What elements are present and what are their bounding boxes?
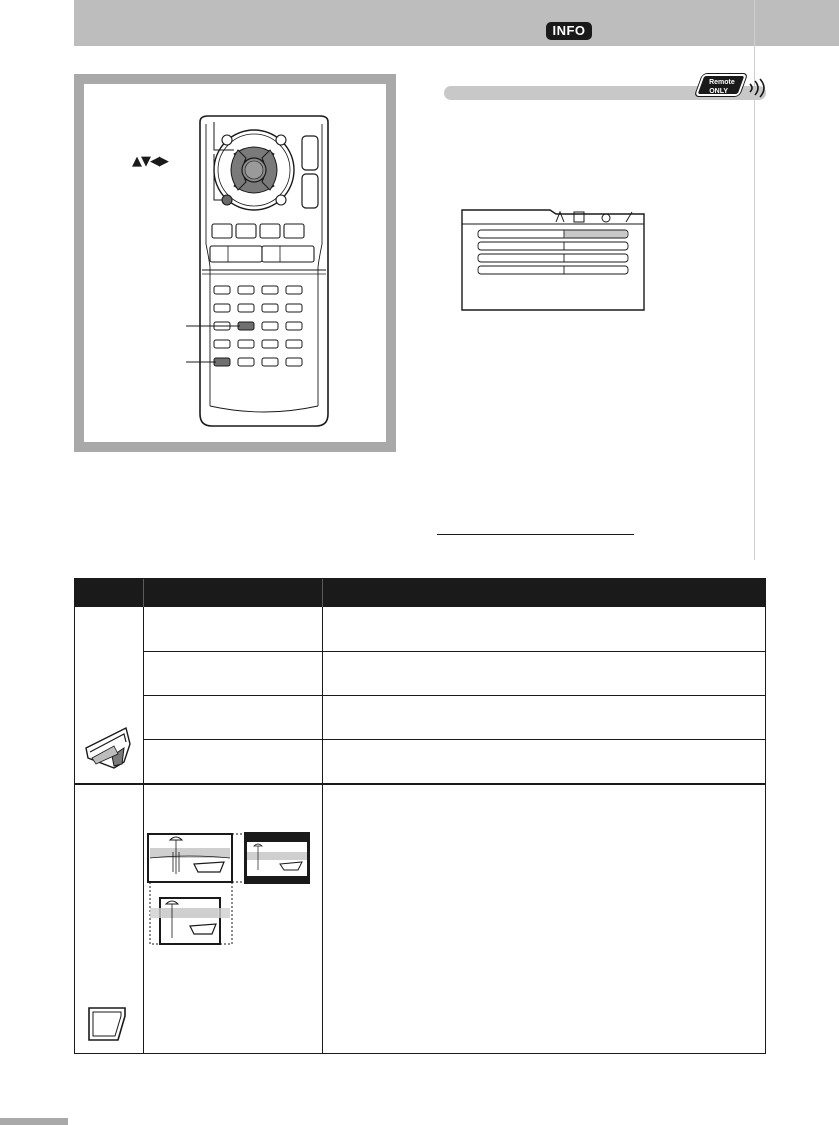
row-divider bbox=[143, 695, 765, 696]
letterbox-frame bbox=[244, 832, 310, 884]
remote-only-line1: Remote bbox=[709, 79, 735, 86]
remote-illustration-panel bbox=[74, 74, 396, 452]
info-badge: INFO bbox=[546, 22, 592, 40]
reference-underline bbox=[437, 534, 634, 535]
signal-waves-icon bbox=[746, 78, 768, 98]
row-divider bbox=[143, 651, 765, 652]
table-header bbox=[75, 579, 765, 607]
pan-scan-frame bbox=[150, 898, 230, 944]
display-screen-icon bbox=[86, 1002, 128, 1044]
on-screen-menu-preview bbox=[460, 204, 646, 314]
group-divider bbox=[75, 783, 765, 785]
settings-table bbox=[74, 578, 766, 1054]
aspect-ratio-illustration bbox=[146, 830, 314, 948]
remote-only-line2: ONLY bbox=[709, 88, 729, 95]
remote-control-illustration bbox=[84, 84, 386, 442]
audio-speaker-icon bbox=[84, 722, 132, 774]
remote-only-badge bbox=[695, 74, 747, 96]
column-divider bbox=[322, 607, 323, 1053]
remote-illustration-area bbox=[84, 84, 386, 442]
arrow-keys-label: ▲▼◀▶ bbox=[132, 154, 168, 169]
header-band bbox=[74, 0, 839, 46]
widescreen-frame bbox=[148, 834, 232, 882]
row-divider bbox=[143, 739, 765, 740]
column-divider bbox=[143, 607, 144, 1053]
footer-bar bbox=[0, 1118, 68, 1125]
